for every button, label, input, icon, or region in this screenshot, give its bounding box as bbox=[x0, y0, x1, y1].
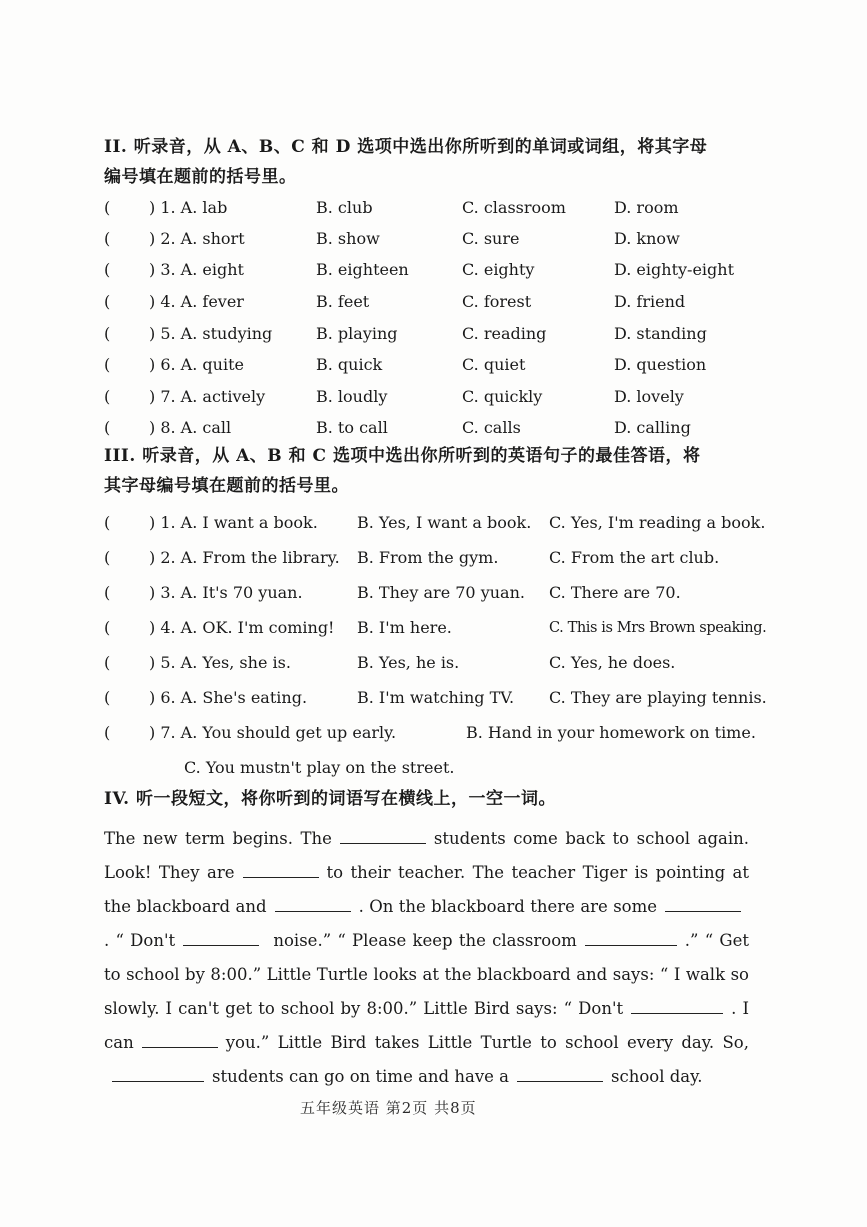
option-c: C. They are playing tennis. bbox=[549, 688, 767, 707]
option-a: ) 7. A. actively bbox=[149, 387, 266, 406]
listening-passage: The new term begins. The students come back to school again. Look! They are to their teacher. The teacher Tiger is pointing at the blackboard and . On the blackboard there are some. “ Don't noise.” “ Please keep the classroom .” “ Get to school by 8:00.” Little Turtle looks at the blackboard and says: “ I walk so slowly. I can't get to school by 8:00.” Little Bird says: “ Don't . I can you.” Little Bird takes Little Turtle to school every day. So,students can go on time and have a school day. bbox=[104, 829, 750, 1086]
option-b: B. I'm watching TV. bbox=[357, 688, 515, 707]
option-d: D. know bbox=[614, 229, 680, 248]
option-c: C. You mustn't play on the street. bbox=[184, 758, 455, 777]
option-c: C. forest bbox=[462, 292, 532, 311]
option-c: C. quiet bbox=[462, 355, 526, 374]
option-c: C. Yes, I'm reading a book. bbox=[549, 513, 766, 532]
section-2-heading bbox=[104, 132, 784, 192]
option-d: D. room bbox=[614, 198, 679, 217]
section-3-heading-line2: 其字母编号填在题前的括号里。 bbox=[104, 476, 349, 496]
option-b: B. show bbox=[316, 229, 380, 248]
option-b: B. to call bbox=[316, 418, 388, 437]
answer-blank-6[interactable] bbox=[585, 931, 677, 946]
option-b: B. I'm here. bbox=[357, 618, 452, 637]
option-a: ) 7. A. You should get up early. bbox=[149, 723, 397, 742]
option-b: B. Hand in your homework on time. bbox=[466, 723, 756, 742]
option-a: ) 6. A. She's eating. bbox=[149, 688, 308, 707]
option-c: C. From the art club. bbox=[549, 548, 720, 567]
option-c: C. Yes, he does. bbox=[549, 653, 676, 672]
option-c: C. quickly bbox=[462, 387, 543, 406]
answer-blank-10[interactable] bbox=[517, 1067, 603, 1082]
option-d: D. calling bbox=[614, 418, 691, 437]
option-a: ) 2. A. From the library. bbox=[149, 548, 340, 567]
option-a: ) 3. A. It's 70 yuan. bbox=[149, 583, 303, 602]
answer-blank-7[interactable] bbox=[631, 999, 723, 1014]
page-footer: 五年级英语 第2页 共8页 bbox=[300, 1099, 477, 1117]
option-b: B. From the gym. bbox=[357, 548, 499, 567]
answer-blank-8[interactable] bbox=[142, 1033, 218, 1048]
option-d: D. standing bbox=[614, 324, 707, 343]
option-d: D. eighty-eight bbox=[614, 260, 734, 279]
section-4-heading bbox=[104, 784, 784, 814]
answer-blank-3[interactable] bbox=[275, 897, 351, 912]
answer-blank-1[interactable] bbox=[340, 829, 426, 844]
answer-blank-2[interactable] bbox=[243, 863, 319, 878]
option-a: ) 6. A. quite bbox=[149, 355, 244, 374]
option-b: B. eighteen bbox=[316, 260, 409, 279]
option-a: ) 4. A. OK. I'm coming! bbox=[149, 618, 335, 637]
option-d: D. friend bbox=[614, 292, 686, 311]
section-2-heading-line1: II. 听录音，从 A、B、C 和 D 选项中选出你所听到的单词或词组，将其字母 bbox=[104, 137, 708, 157]
option-b: B. feet bbox=[316, 292, 370, 311]
option-c: C. calls bbox=[462, 418, 521, 437]
section-3-heading-line1: III. 听录音，从 A、B 和 C 选项中选出你所听到的英语句子的最佳答语，将 bbox=[104, 446, 701, 466]
option-a: ) 4. A. fever bbox=[149, 292, 244, 311]
option-a: ) 2. A. short bbox=[149, 229, 245, 248]
option-a: ) 5. A. Yes, she is. bbox=[149, 653, 291, 672]
option-d: D. question bbox=[614, 355, 707, 374]
option-c: C. sure bbox=[462, 229, 520, 248]
option-c: C. classroom bbox=[462, 198, 566, 217]
option-b: B. playing bbox=[316, 324, 398, 343]
option-b: B. club bbox=[316, 198, 373, 217]
option-b: B. Yes, I want a book. bbox=[357, 513, 532, 532]
option-c: C. There are 70. bbox=[549, 583, 681, 602]
worksheet-page: II. 听录音，从 A、B、C 和 D 选项中选出你所听到的单词或词组，将其字母 编号填在题前的括号里。 ( ) 1. A. lab B. club C. classroom D. room ( ) 2. A. short B. show C. sure D. know ( ) 3. A. eight B. eighteen C. eighty D. eighty-eight ( ) 4. A. fever B. feet C. forest D. friend ( ) 5. A. studying B. playing C. reading D. standing ( ) 6. A. quite B. quick C. quiet D. question ( ) 7. A. actively B. loudly C. quickly D. lovely ( ) 8. A. call B. to call C. calls D. calling III. 听录音，从 A、B 和 C 选项中选出你所听到的英语句子的最佳答语，将 其字母编号填在题前的括号里。 ( ) 1. A. I want a book. B. Yes, I want a book. C. Yes, I'm reading a book. ( ) 2. A. From the library. B. From the gym. C. From the art club. ( ) 3. A. It's 70 yuan. B. They are 70 yuan. C. There are 70. ( ) 4. A. OK. I'm coming! B. I'm here. C. This is Mrs Brown speaking. ( ) 5. A. Yes, she is. B. Yes, he is. C. Yes, he does. ( ) 6. A. She's eating. B. I'm watching TV. C. They are playing tennis. ( ) 7. A. You should get up early. B. Hand in your homework on time. C. You mustn't play on the street. IV. 听一段短文，将你听到的词语写在横线上，一空一词。 The new term begins. The students come back to school again. Look! They are to their teacher. The teacher Tiger is pointing at the blackboard and . On the blackboard there are some. “ Don't noise.” “ Please keep the classroom .” “ Get to school by 8:00.” Little Turtle looks at the blackboard and says: “ I walk so slowly. I can't get to school by 8:00.” Little Bird says: “ Don't . I can you.” Little Bird takes Little Turtle to school every day. So,students can go on time and have a school day. 五年级英语 第2页 共8页 bbox=[0, 0, 867, 1227]
option-a: ) 5. A. studying bbox=[149, 324, 273, 343]
option-b: B. quick bbox=[316, 355, 383, 374]
section-4-heading-text: IV. 听一段短文，将你听到的词语写在横线上，一空一词。 bbox=[104, 789, 557, 809]
option-b: B. They are 70 yuan. bbox=[357, 583, 525, 602]
option-b: B. loudly bbox=[316, 387, 388, 406]
answer-blank-9[interactable] bbox=[112, 1067, 204, 1082]
answer-blank-5[interactable] bbox=[183, 931, 259, 946]
option-a: ) 1. A. lab bbox=[149, 198, 228, 217]
answer-blank-4[interactable] bbox=[665, 897, 741, 912]
section-3-heading bbox=[104, 441, 784, 501]
option-b: B. Yes, he is. bbox=[357, 653, 460, 672]
option-a: ) 3. A. eight bbox=[149, 260, 244, 279]
section-2-heading-line2: 编号填在题前的括号里。 bbox=[104, 167, 297, 187]
option-a: ) 1. A. I want a book. bbox=[149, 513, 318, 532]
option-d: D. lovely bbox=[614, 387, 684, 406]
option-c: C. This is Mrs Brown speaking. bbox=[549, 620, 767, 636]
option-c: C. eighty bbox=[462, 260, 535, 279]
option-c: C. reading bbox=[462, 324, 547, 343]
option-a: ) 8. A. call bbox=[149, 418, 232, 437]
